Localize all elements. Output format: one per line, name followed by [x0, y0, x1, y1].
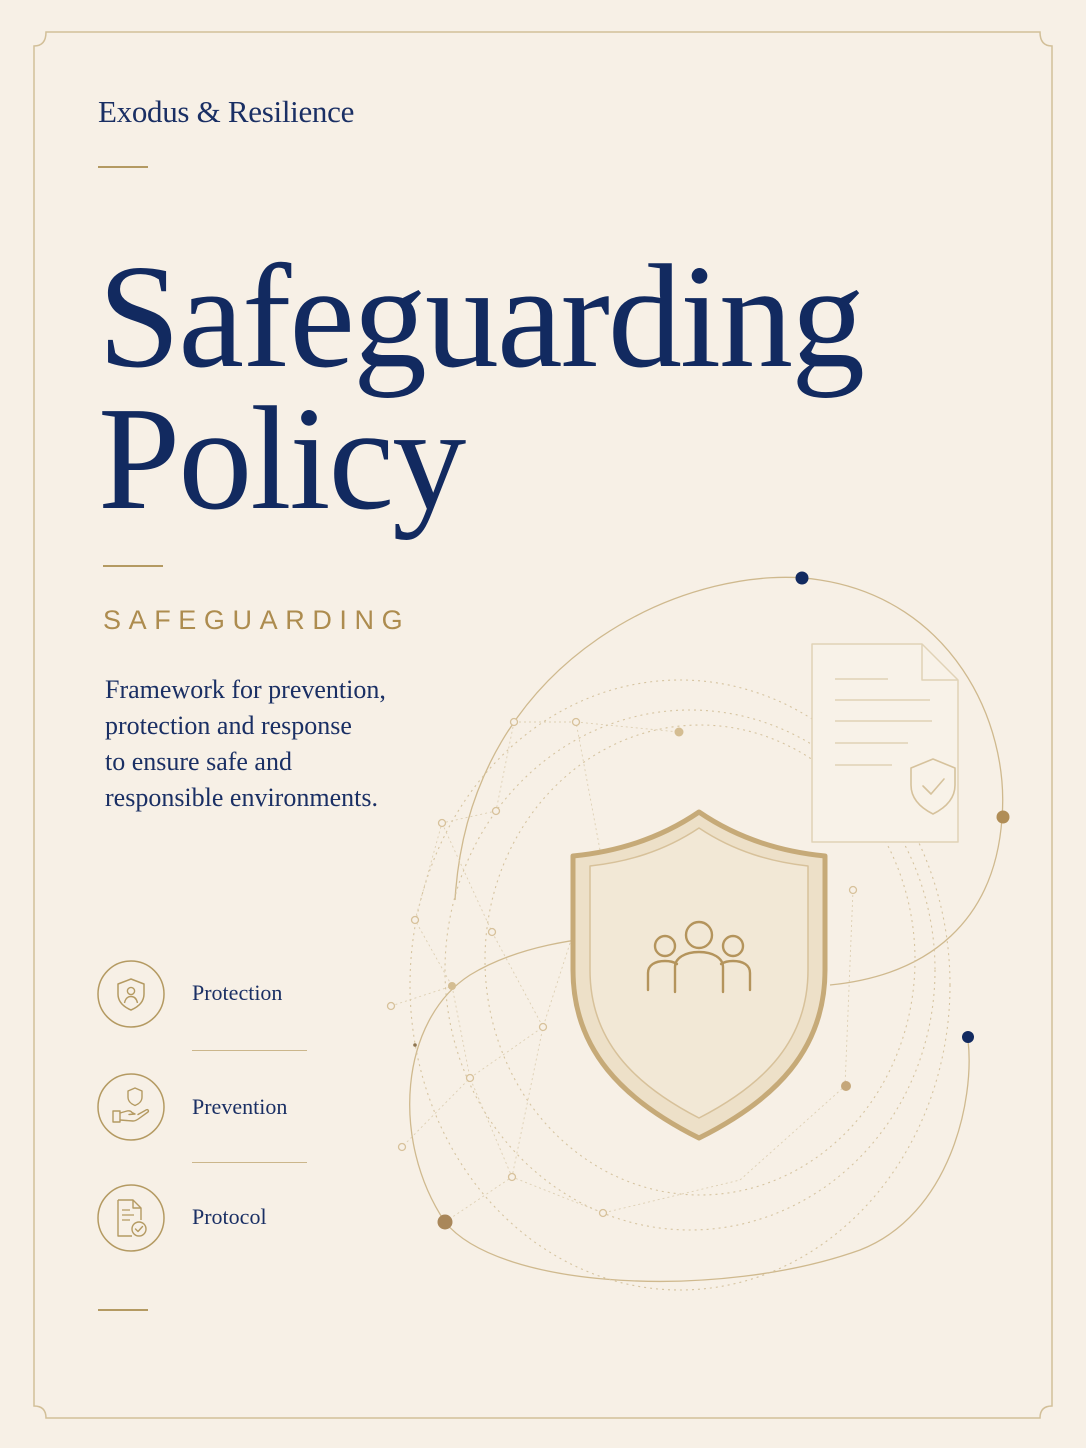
document-shield-icon	[812, 644, 958, 842]
feature-label-prevention: Prevention	[192, 1094, 288, 1119]
shield-people-icon	[573, 812, 825, 1138]
feature-divider	[192, 1162, 307, 1163]
feature-label-protection: Protection	[192, 980, 283, 1005]
feature-label-protocol: Protocol	[192, 1204, 267, 1229]
section-eyebrow: SAFEGUARDING	[103, 605, 411, 635]
hand-shield-icon	[97, 1073, 165, 1141]
title-line-1: Safeguarding	[98, 235, 864, 399]
page-title	[98, 235, 864, 541]
document-check-icon	[97, 1184, 165, 1252]
safeguarding-illustration	[370, 550, 1030, 1310]
description-line: responsible environments.	[105, 783, 378, 812]
description-line: Framework for prevention,	[105, 675, 386, 704]
brand-rule	[98, 166, 148, 168]
feature-divider	[192, 1050, 307, 1051]
title-line-2: Policy	[98, 377, 465, 541]
shield-person-icon	[97, 960, 165, 1028]
footer-rule	[98, 1309, 148, 1311]
title-rule	[103, 565, 163, 567]
brand-name: Exodus & Resilience	[98, 94, 355, 129]
description-line: to ensure safe and	[105, 747, 292, 776]
description-line: protection and response	[105, 711, 352, 740]
